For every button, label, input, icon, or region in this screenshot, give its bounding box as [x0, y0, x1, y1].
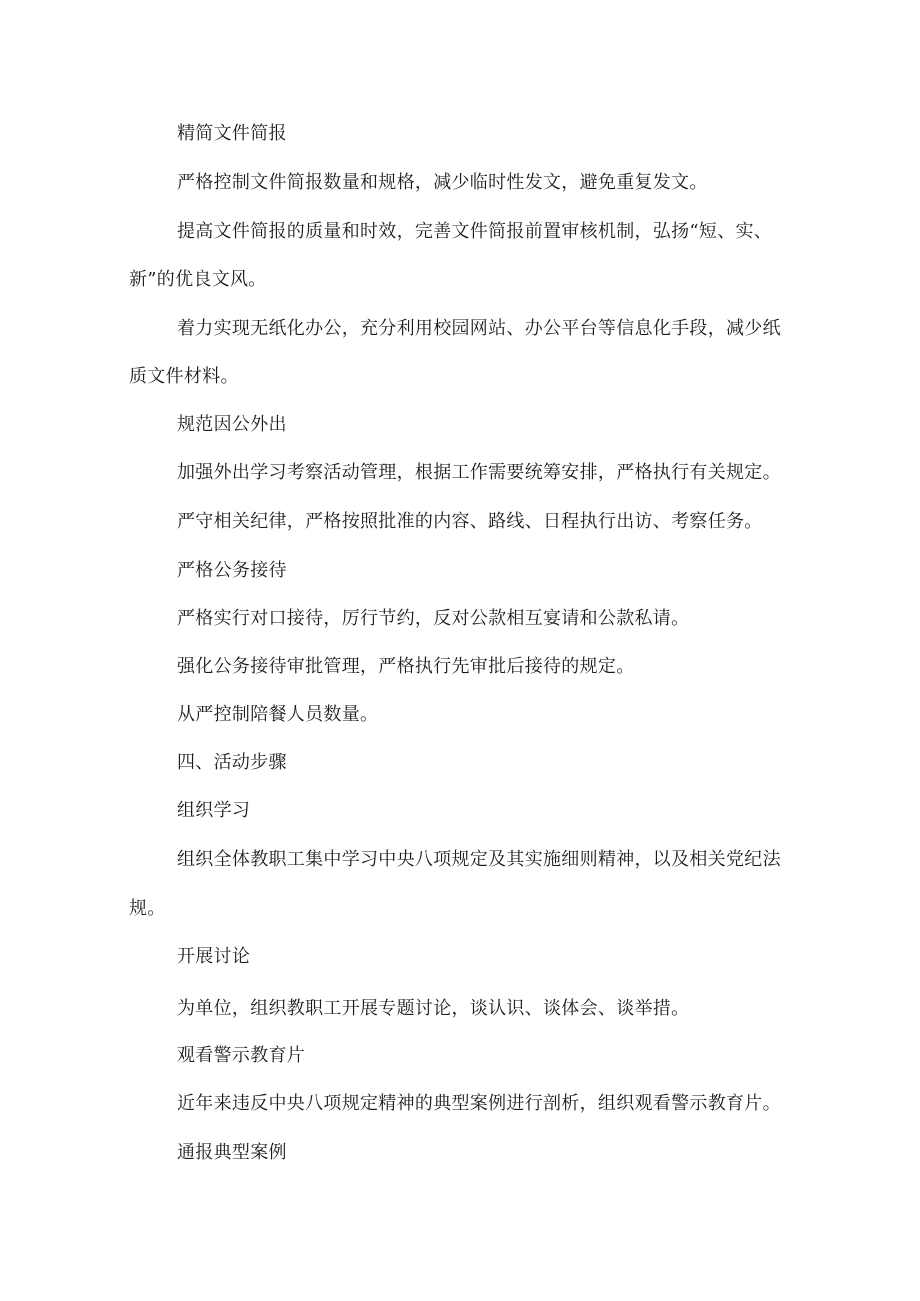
heading-business-trips: 规范因公外出 [177, 414, 287, 435]
heading-official-reception: 严格公务接待 [177, 560, 287, 581]
section-heading-activity-steps: 四、活动步骤 [177, 752, 287, 773]
paragraph-line: 从严控制陪餐人员数量。 [177, 704, 379, 725]
paragraph-line: 提高文件简报的质量和时效，完善文件简报前置审核机制，弘扬“短、实、 [177, 221, 773, 242]
paragraph-line: 新”的优良文风。 [129, 269, 267, 290]
paragraph-line: 严守相关纪律，严格按照批准的内容、路线、日程执行出访、考察任务。 [177, 511, 763, 532]
heading-typical-cases: 通报典型案例 [177, 1142, 287, 1163]
paragraph-line: 组织全体教职工集中学习中央八项规定及其实施细则精神，以及相关党纪法 [177, 849, 781, 870]
heading-organize-study: 组织学习 [177, 800, 251, 821]
heading-discussion: 开展讨论 [177, 946, 251, 967]
paragraph-line: 质文件材料。 [129, 366, 239, 387]
paragraph-line: 为单位，组织教职工开展专题讨论，谈认识、谈体会、谈举措。 [177, 998, 690, 1019]
paragraph-line: 严格控制文件简报数量和规格，减少临时性发文，避免重复发文。 [177, 172, 708, 193]
paragraph-line: 近年来违反中央八项规定精神的典型案例进行剖析，组织观看警示教育片。 [177, 1093, 781, 1114]
heading-streamline-documents: 精简文件简报 [177, 123, 287, 144]
paragraph-line: 加强外出学习考察活动管理，根据工作需要统筹安排，严格执行有关规定。 [177, 462, 781, 483]
paragraph-line: 强化公务接待审批管理，严格执行先审批后接待的规定。 [177, 656, 635, 677]
paragraph-line: 规。 [129, 898, 166, 919]
paragraph-line: 着力实现无纸化办公，充分利用校园网站、办公平台等信息化手段，减少纸 [177, 318, 781, 339]
heading-warning-film: 观看警示教育片 [177, 1045, 306, 1066]
paragraph-line: 严格实行对口接待，厉行节约，反对公款相互宴请和公款私请。 [177, 608, 690, 629]
